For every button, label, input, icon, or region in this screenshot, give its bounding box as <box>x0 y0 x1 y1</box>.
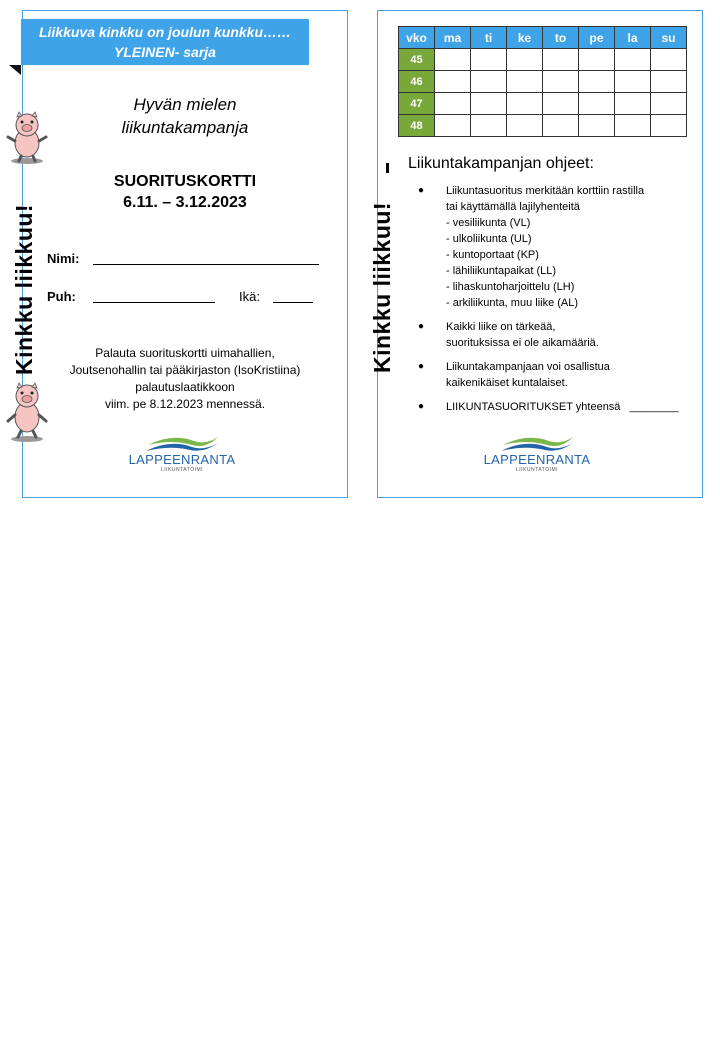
table-cell[interactable] <box>543 71 579 93</box>
week-number: 46 <box>399 71 435 93</box>
table-cell[interactable] <box>579 93 615 115</box>
table-row <box>399 93 687 115</box>
table-cell[interactable] <box>651 93 687 115</box>
total-label: LIIKUNTASUORITUKSET yhteensä <box>446 401 621 413</box>
table-cell[interactable] <box>543 49 579 71</box>
left-card <box>11 10 348 498</box>
table-cell[interactable] <box>435 115 471 137</box>
table-cell[interactable] <box>471 71 507 93</box>
title-text: SUORITUSKORTTI <box>113 173 257 190</box>
table-cell[interactable] <box>543 115 579 137</box>
return-instructions: Palauta suorituskortti uimahallien, Joutsenohallin tai pääkirjaston (IsoKristiina) palautuslaatikkoon viim. pe 8.12.2023 mennessä. <box>69 346 301 411</box>
age-field[interactable] <box>273 302 313 303</box>
table-cell[interactable] <box>471 49 507 71</box>
table-cell[interactable] <box>543 93 579 115</box>
instructions-list <box>418 183 688 423</box>
series-banner <box>21 19 309 65</box>
table-cell[interactable] <box>615 115 651 137</box>
header-sat: la <box>615 27 651 49</box>
name-label: Nimi: <box>47 251 80 266</box>
table-cell[interactable] <box>435 93 471 115</box>
list-item: ● Liikuntakampanjaan voi osallistua kaikenikäiset kuntalaiset. <box>418 361 610 389</box>
phone-field[interactable] <box>93 302 215 303</box>
slogan-vertical: Kinkku liikkuu! <box>11 203 37 375</box>
table-cell[interactable] <box>615 49 651 71</box>
sport-item: - lähiliikuntapaikat (LL) <box>446 265 557 277</box>
sport-item: - vesiliikunta (VL) <box>446 217 531 229</box>
bullet-icon: ● <box>418 185 425 196</box>
activity-table <box>398 26 687 137</box>
week-number: 45 <box>399 49 435 71</box>
sport-item: - arkiliikunta, muu liike (AL) <box>446 297 579 309</box>
table-cell[interactable] <box>651 115 687 137</box>
sport-item: - ulkoliikunta (UL) <box>446 233 532 245</box>
table-cell[interactable] <box>579 49 615 71</box>
instructions-title: Liikuntakampanjan ohjeet: <box>408 155 594 172</box>
campaign-name: Hyvän mielen liikuntakampanja <box>121 95 249 137</box>
slogan-vertical: Kinkku liikkuu! <box>369 201 395 373</box>
total-field[interactable]: ________ <box>629 401 679 413</box>
banner-fold <box>9 65 21 75</box>
lappeenranta-logo-icon <box>497 433 577 453</box>
table-cell[interactable] <box>579 115 615 137</box>
lappeenranta-logo: LAPPEENRANTA LIIKUNTATOIMI <box>482 433 592 473</box>
list-item <box>418 399 688 415</box>
bullet-icon: ● <box>418 321 425 332</box>
header-week: vko <box>399 27 435 49</box>
date-range: 6.11. – 3.12.2023 <box>123 194 247 211</box>
week-number: 47 <box>399 93 435 115</box>
table-cell[interactable] <box>471 115 507 137</box>
bullet-icon: ● <box>418 361 425 372</box>
table-cell[interactable] <box>507 115 543 137</box>
header-thu: to <box>543 27 579 49</box>
card-title <box>23 171 347 213</box>
banner-line2: YLEINEN- sarja <box>114 44 216 60</box>
header-sun: su <box>651 27 687 49</box>
lappeenranta-logo: LAPPEENRANTA LIIKUNTATOIMI <box>127 433 237 473</box>
header-fri: pe <box>579 27 615 49</box>
table-cell[interactable] <box>435 49 471 71</box>
slogan-divider <box>386 163 389 173</box>
header-tue: ti <box>471 27 507 49</box>
sport-item: - kuntoportaat (KP) <box>446 249 539 261</box>
table-cell[interactable] <box>651 71 687 93</box>
week-number: 48 <box>399 115 435 137</box>
age-label: Ikä: <box>239 289 260 304</box>
sport-item: - lihaskuntoharjoittelu (LH) <box>446 281 575 293</box>
table-cell[interactable] <box>507 71 543 93</box>
list-item: ● Kaikki liike on tärkeää, suorituksissa ei ole aikamääriä. <box>418 321 599 349</box>
banner-line1: Liikkuva kinkku on joulun kunkku…… <box>38 24 292 40</box>
right-card <box>369 10 703 498</box>
table-cell[interactable] <box>615 93 651 115</box>
header-mon: ma <box>435 27 471 49</box>
name-field[interactable] <box>93 264 319 265</box>
table-cell[interactable] <box>579 71 615 93</box>
table-cell[interactable] <box>507 49 543 71</box>
bullet-icon: ● <box>418 401 425 412</box>
phone-label: Puh: <box>47 289 76 304</box>
table-cell[interactable] <box>471 93 507 115</box>
lappeenranta-logo-icon <box>142 433 222 453</box>
table-row <box>399 49 687 71</box>
header-wed: ke <box>507 27 543 49</box>
table-cell[interactable] <box>651 49 687 71</box>
table-cell[interactable] <box>615 71 651 93</box>
table-cell[interactable] <box>507 93 543 115</box>
table-cell[interactable] <box>435 71 471 93</box>
list-item: ● Liikuntasuoritus merkitään korttiin rastilla tai käyttämällä lajilyhenteitä - vesiliikunta (VL) - ulkoliikunta (UL) - kuntoportaat (KP) - lähiliikuntapaikat (LL) - lihaskuntoharjoittelu (LH) - arkiliikunta, muu liike (AL) <box>418 183 688 311</box>
table-row <box>399 71 687 93</box>
table-row <box>399 115 687 137</box>
